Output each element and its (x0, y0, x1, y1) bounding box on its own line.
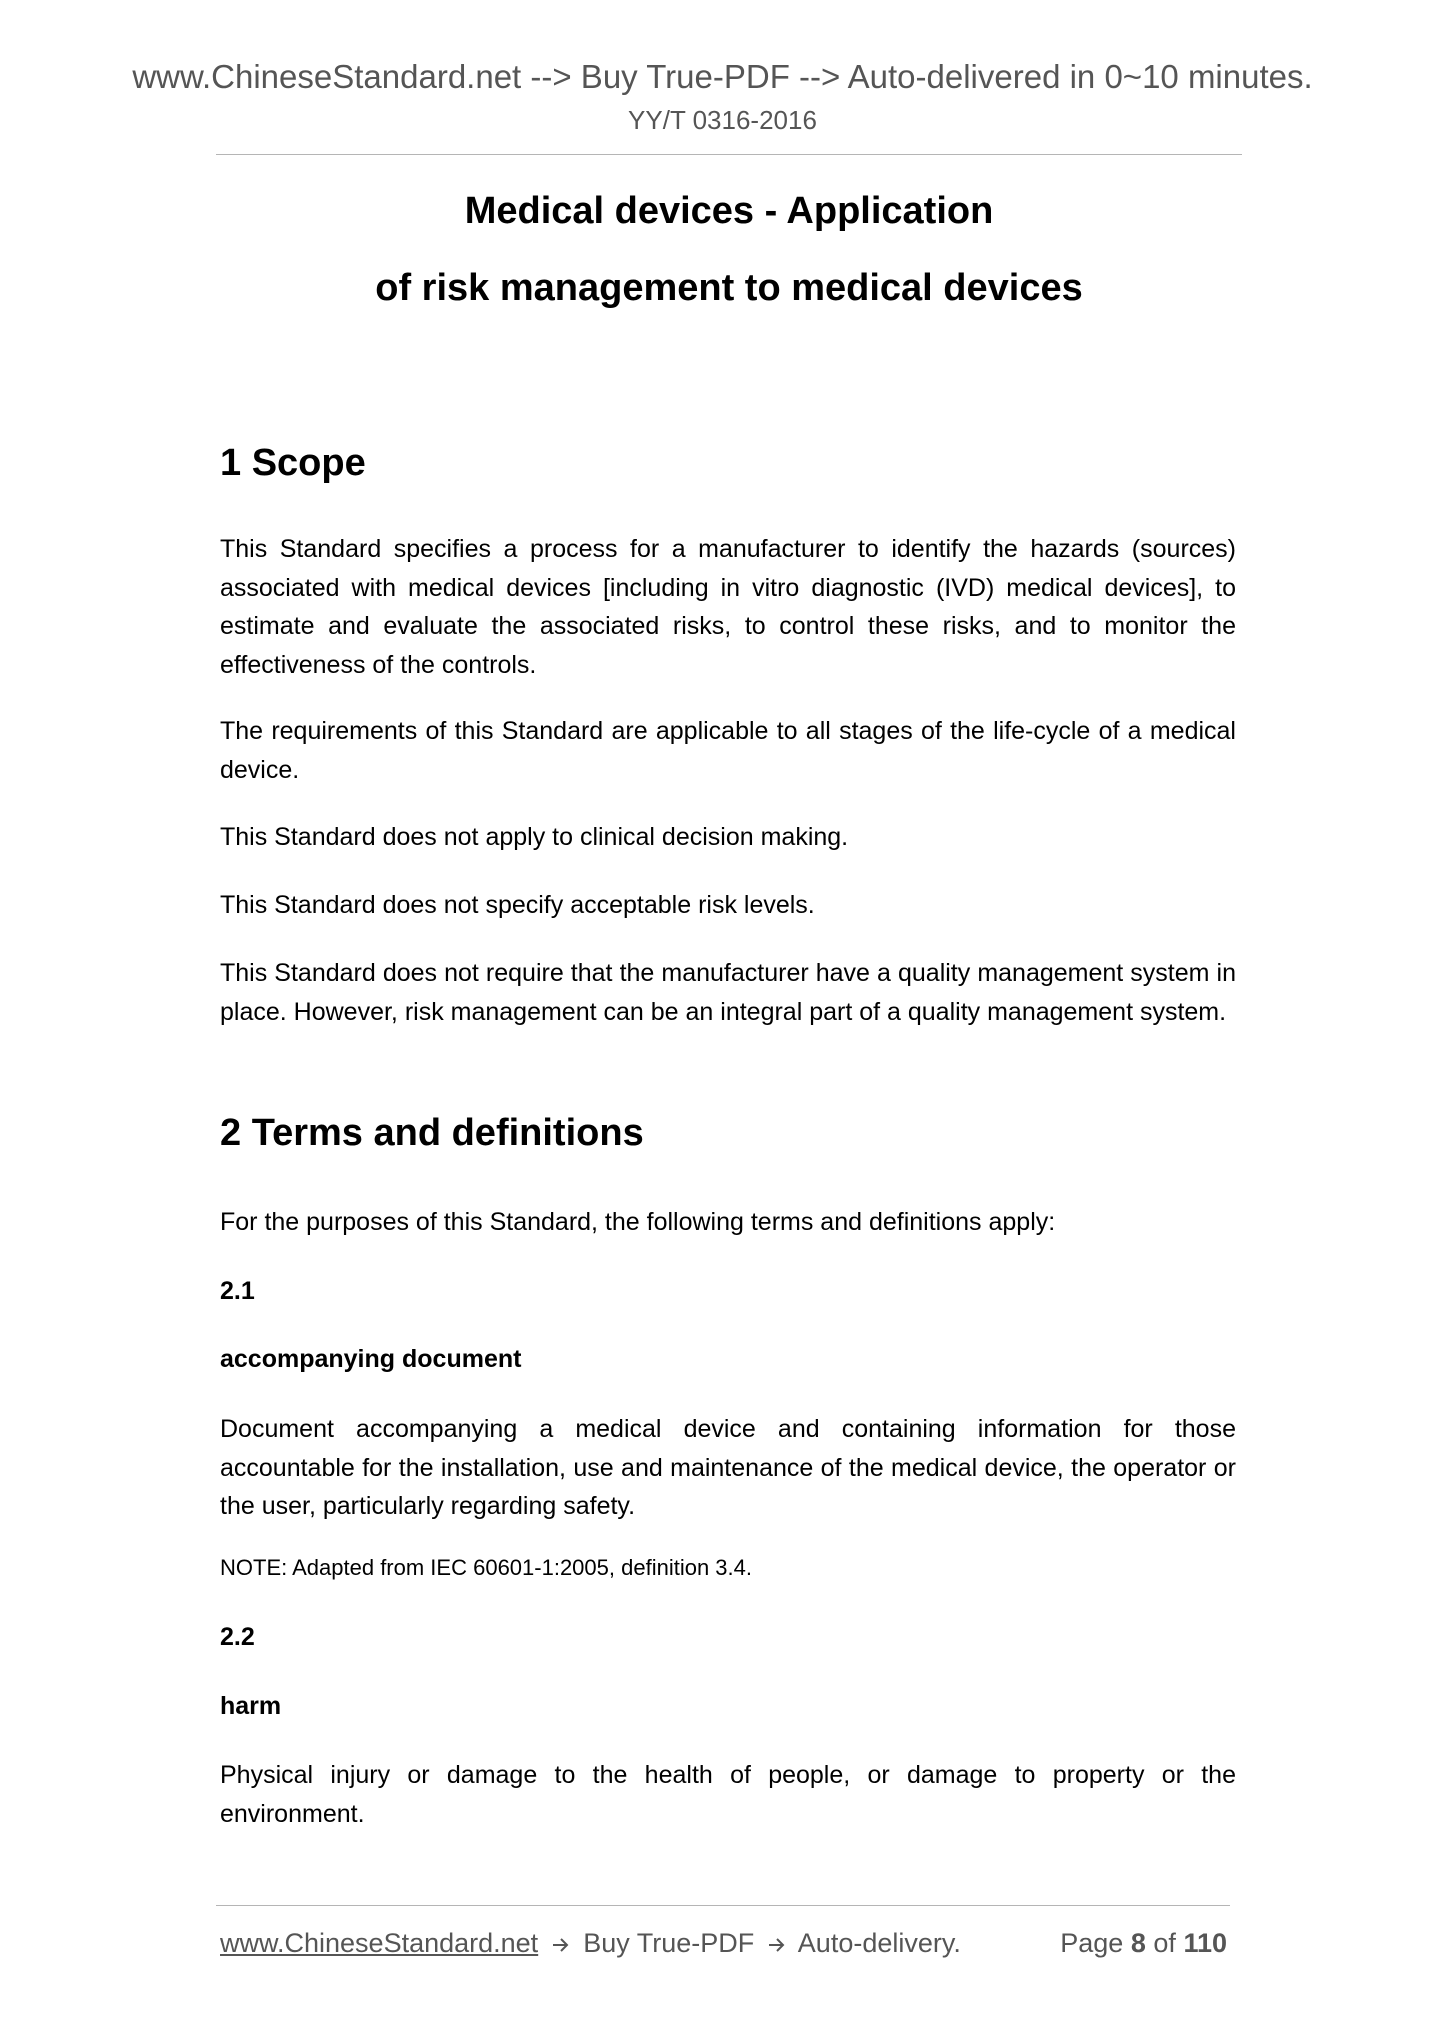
scope-paragraph: This Standard does not specify acceptable risk levels. (220, 891, 815, 919)
footer-divider (216, 1905, 1230, 1906)
arrow-right-icon (768, 1936, 786, 1954)
section-heading-terms: 2 Terms and definitions (220, 1112, 644, 1154)
term-number: 2.1 (220, 1277, 255, 1305)
scope-paragraph: The requirements of this Standard are applicable to all stages of the life-cycle of a medical device. (220, 717, 1236, 784)
total-pages: 110 (1183, 1928, 1227, 1958)
term-name: harm (220, 1692, 282, 1720)
page-label: Page (1060, 1928, 1124, 1958)
term-note: NOTE: Adapted from IEC 60601-1:2005, definition 3.4. (220, 1555, 752, 1580)
footer-buy-text: Buy True-PDF (583, 1928, 755, 1958)
page-number: 8 (1130, 1928, 1146, 1958)
scope-paragraph: This Standard does not require that the manufacturer have a quality management system in place. However, risk management can be an integral part of a quality management system. (220, 959, 1236, 1026)
arrow-right-icon (552, 1936, 570, 1954)
footer-site-link[interactable]: www.ChineseStandard.net (220, 1928, 539, 1958)
term-definition: Document accompanying a medical device and containing information for those accountable for the installation, use and maintenance of the medical device, the operator or the user, particularly regarding safety. (220, 1415, 1236, 1520)
footer-delivery-text: Auto-delivery. (797, 1928, 961, 1958)
page-indicator (1060, 1928, 1227, 1959)
scope-paragraph: This Standard does not apply to clinical decision making. (220, 823, 849, 851)
scope-paragraph: This Standard specifies a process for a manufacturer to identify the hazards (sources) associated with medical devices [including in vitro diagnostic (IVD) medical devices], to estimate and evaluate the associated risks, to control these risks, and to monitor the effectiveness of the controls. (220, 535, 1236, 679)
section-heading-scope: 1 Scope (220, 442, 366, 484)
footer-links (220, 1928, 961, 1959)
terms-intro: For the purposes of this Standard, the following terms and definitions apply: (220, 1208, 1056, 1236)
term-number: 2.2 (220, 1623, 255, 1651)
document-title-line-2: of risk management to medical devices (375, 267, 1083, 309)
header-divider (216, 154, 1242, 155)
term-name: accompanying document (220, 1345, 522, 1373)
standard-code: YY/T 0316-2016 (628, 105, 817, 135)
top-banner: www.ChineseStandard.net --> Buy True-PDF --> Auto-delivered in 0~10 minutes. (132, 58, 1313, 95)
of-label: of (1153, 1928, 1176, 1958)
document-title-line-1: Medical devices - Application (464, 190, 994, 232)
term-definition: Physical injury or damage to the health of people, or damage to property or the environment. (220, 1761, 1236, 1828)
